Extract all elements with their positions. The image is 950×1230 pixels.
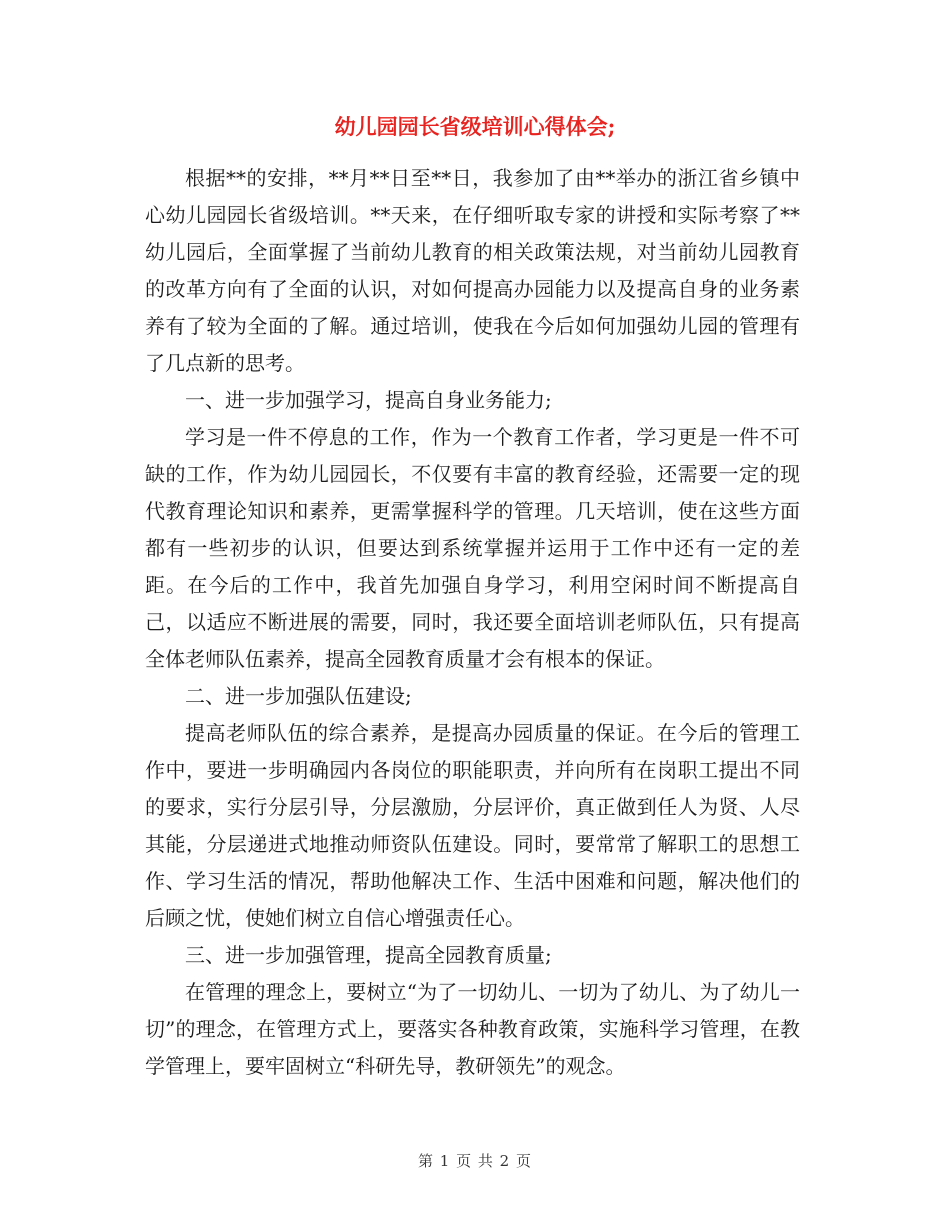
section-heading-2: 二、进一步加强队伍建设; (185, 684, 412, 708)
paragraph-intro: 根据**的安排，**月**日至**日，我参加了由**举办的浙江省乡镇中心幼儿园园长省级培训。**天来，在仔细听取专家的讲授和实际考察了**幼儿园后，全面掌握了当前幼儿教育的相关政策法规，对当前幼儿园教育的改革方向有了全面的认识，对如何提高办园能力以及提高自身的业务素养有了较为全面的了解。通过培训，使我在今后如何加强幼儿园的管理有了几点新的思考。 (145, 166, 800, 375)
document-title: 幼儿园园长省级培训心得体会; (334, 114, 616, 139)
section-heading-1: 一、进一步加强学习，提高自身业务能力; (185, 388, 552, 412)
document-body (145, 160, 800, 1085)
paragraph-section-3: 在管理的理念上，要树立“为了一切幼儿、一切为了幼儿、为了幼儿一切”的理念，在管理方式上，要落实各种教育政策，实施科学习管理，在教学管理上，要牢固树立“科研先导，教研领先”的观念。 (145, 980, 800, 1078)
section-heading-3: 三、进一步加强管理，提高全园教育质量; (185, 943, 552, 967)
paragraph-section-2: 提高老师队伍的综合素养，是提高办园质量的保证。在今后的管理工作中，要进一步明确园内各岗位的职能职责，并向所有在岗职工提出不同的要求，实行分层引导，分层激励，分层评价，真正做到任人为贤、人尽其能，分层递进式地推动师资队伍建设。同时，要常常了解职工的思想工作、学习生活的情况，帮助他解决工作、生活中困难和问题，解决他们的后顾之忧，使她们树立自信心增强责任心。 (145, 721, 800, 930)
page-number-footer: 第 1 页 共 2 页 (418, 1152, 532, 1170)
paragraph-section-1: 学习是一件不停息的工作，作为一个教育工作者，学习更是一件不可缺的工作，作为幼儿园园长，不仅要有丰富的教育经验，还需要一定的现代教育理论知识和素养，更需掌握科学的管理。几天培训，使在这些方面都有一些初步的认识，但要达到系统掌握并运用于工作中还有一定的差距。在今后的工作中，我首先加强自身学习，利用空闲时间不断提高自己，以适应不断进展的需要，同时，我还要全面培训老师队伍，只有提高全体老师队伍素养，提高全园教育质量才会有根本的保证。 (145, 425, 800, 671)
